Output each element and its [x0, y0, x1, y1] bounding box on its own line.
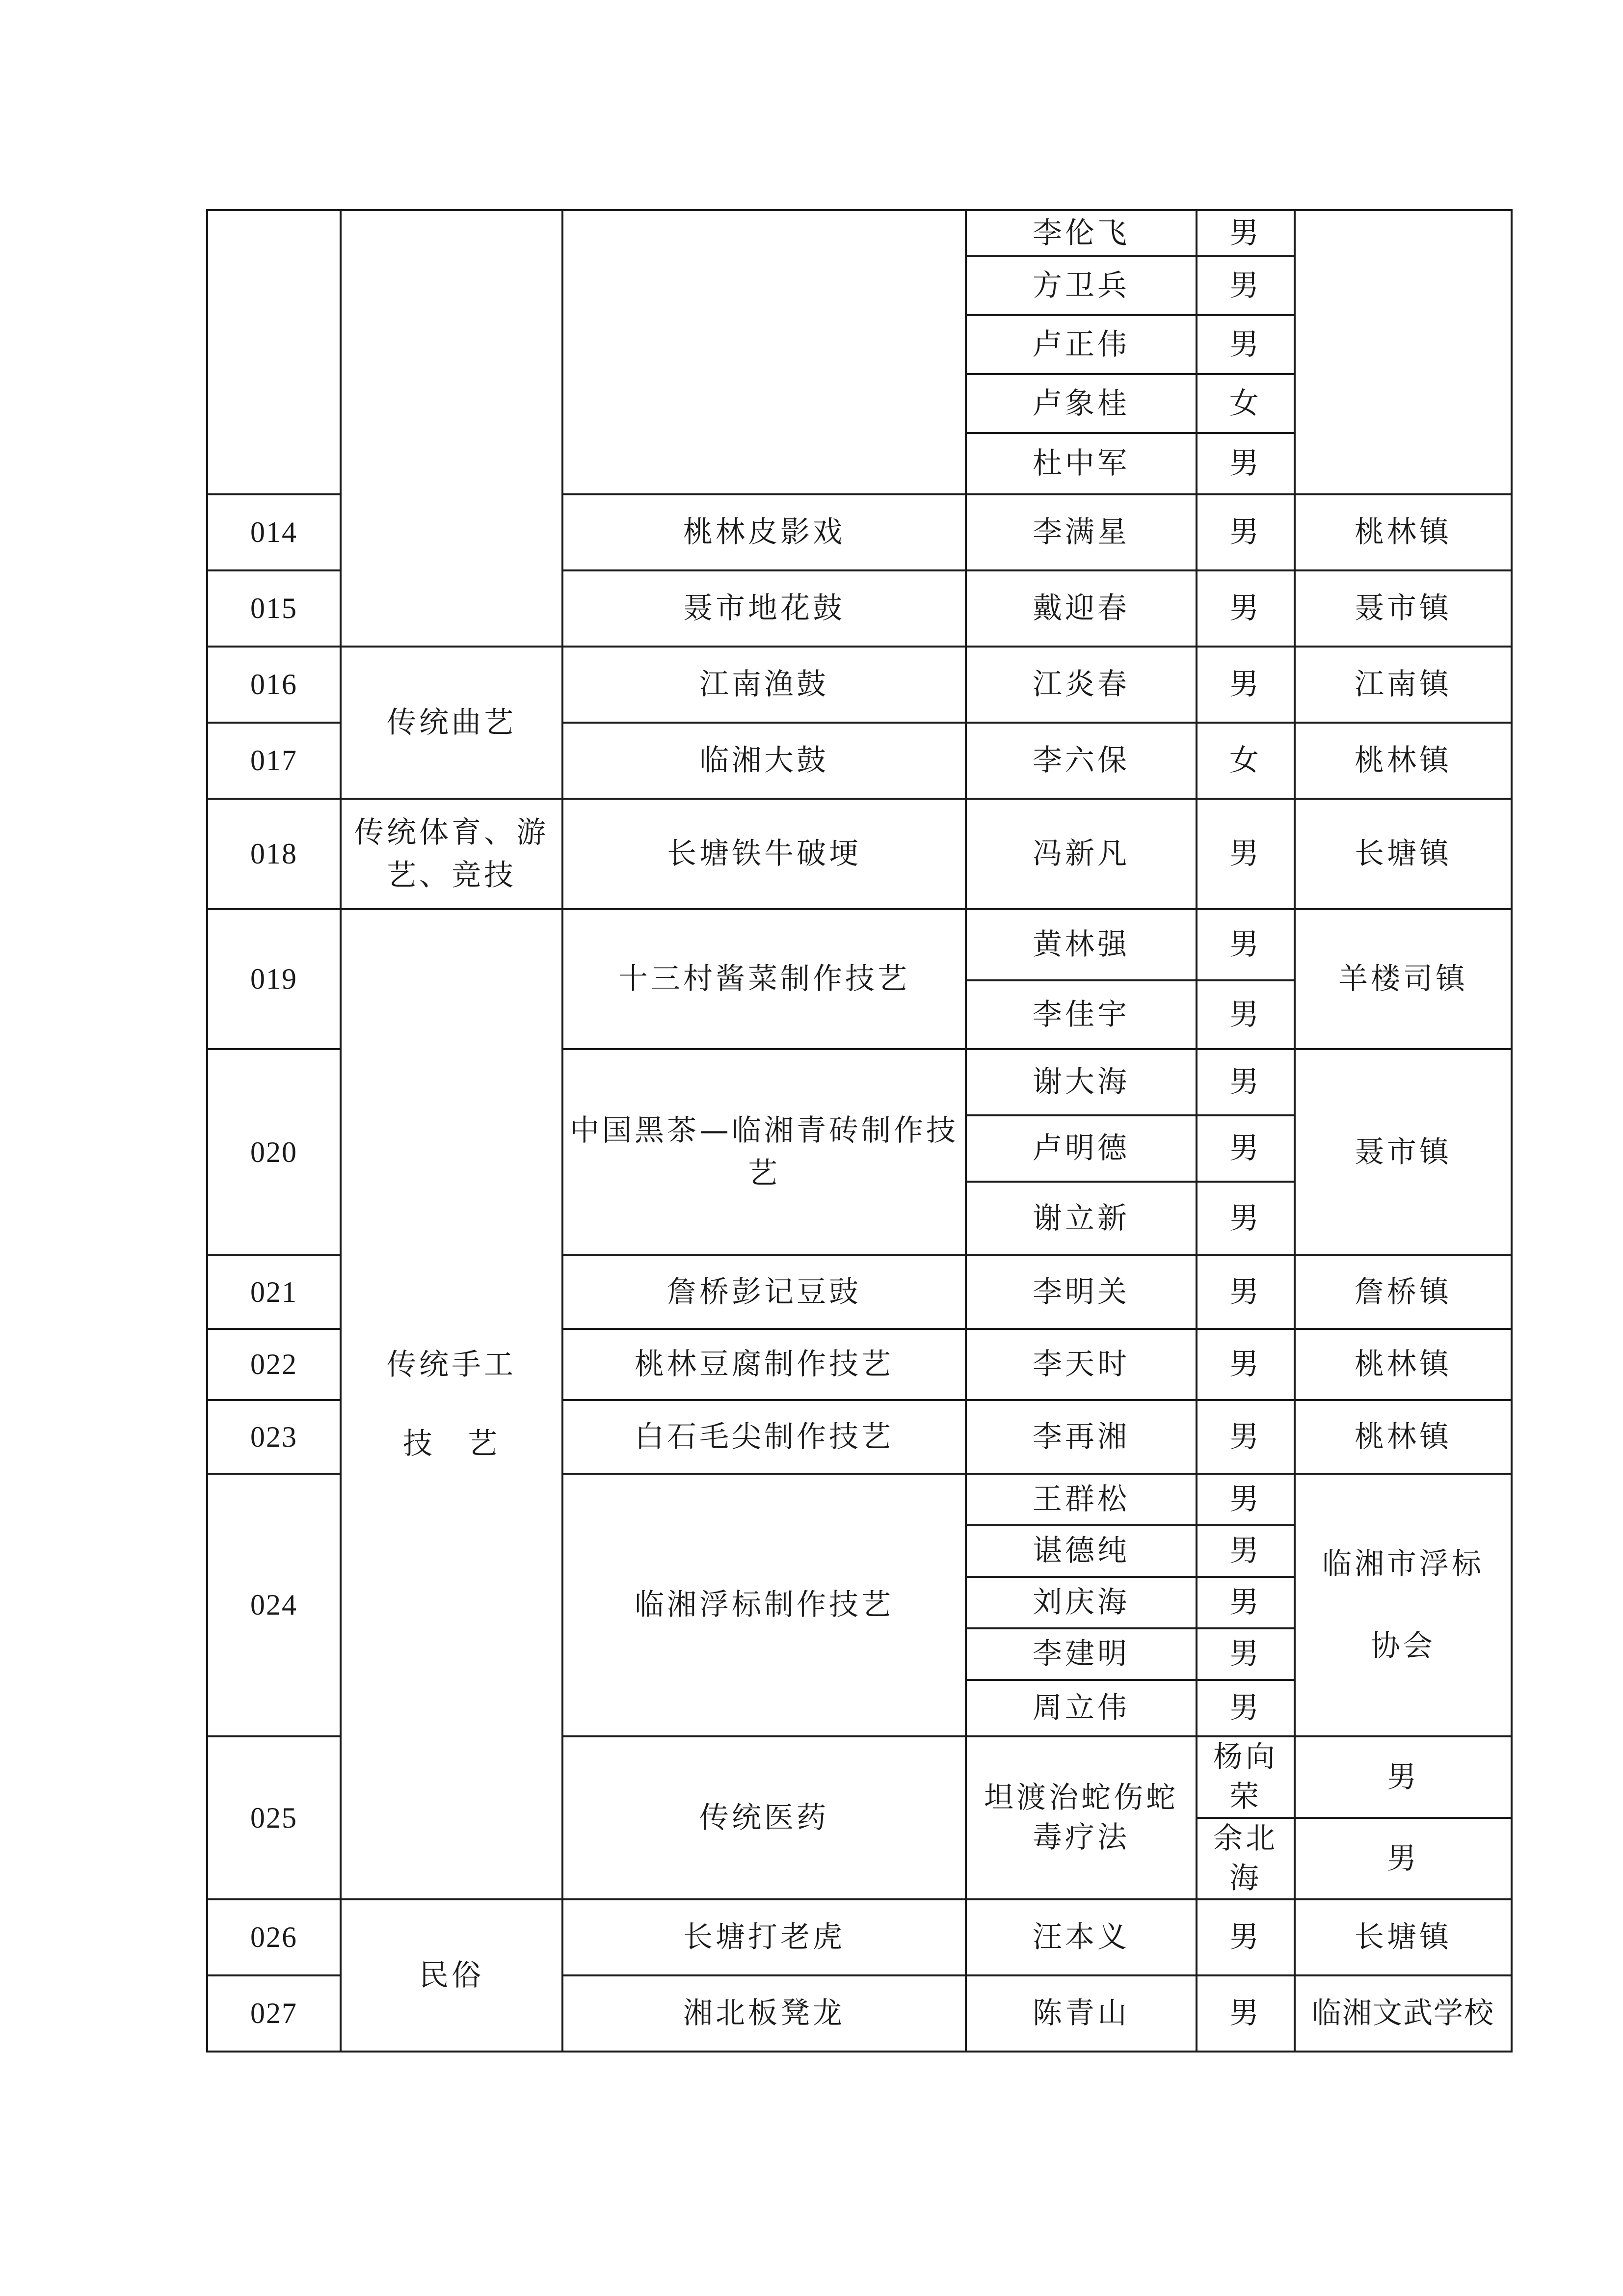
item-number-cell: 019 — [207, 909, 341, 1049]
gender-cell: 男 — [1197, 1899, 1295, 1975]
inheritor-name-cell: 卢正伟 — [966, 315, 1197, 374]
unit-cell — [1295, 1474, 1512, 1736]
unit-cell: 羊楼司镇 — [1295, 909, 1512, 1049]
item-number-cell: 015 — [207, 570, 341, 647]
cell-line: 协会 — [1371, 1628, 1436, 1663]
gender-cell: 男 — [1197, 1577, 1295, 1628]
inheritor-name-cell: 李六保 — [966, 723, 1197, 799]
item-number-cell — [207, 210, 341, 494]
inheritor-name-cell: 李建明 — [966, 1628, 1197, 1680]
gender-cell: 男 — [1197, 315, 1295, 374]
inheritor-name-cell: 冯新凡 — [966, 799, 1197, 909]
table-row — [207, 909, 1512, 980]
project-name-cell — [562, 210, 966, 494]
project-name-cell: 桃林豆腐制作技艺 — [562, 1329, 966, 1400]
project-name-cell: 长塘打老虎 — [562, 1899, 966, 1975]
gender-cell: 男 — [1295, 1736, 1512, 1818]
gender-cell: 男 — [1197, 1680, 1295, 1736]
project-name-cell: 坦渡治蛇伤蛇毒疗法 — [966, 1736, 1197, 1899]
unit-cell — [1295, 210, 1512, 494]
inheritor-name-cell: 谢立新 — [966, 1182, 1197, 1255]
item-number-cell: 024 — [207, 1474, 341, 1736]
inheritor-name-cell: 杨向荣 — [1197, 1736, 1295, 1818]
inheritor-name-cell: 周立伟 — [966, 1680, 1197, 1736]
gender-cell: 女 — [1197, 723, 1295, 799]
inheritor-name-cell: 卢明德 — [966, 1115, 1197, 1182]
gender-cell: 男 — [1197, 1049, 1295, 1115]
inheritor-name-cell: 戴迎春 — [966, 570, 1197, 647]
gender-cell: 男 — [1197, 1525, 1295, 1577]
gender-cell: 男 — [1197, 256, 1295, 315]
cell-line: 临湘市浮标 — [1322, 1546, 1484, 1581]
inheritor-name-cell: 李伦飞 — [966, 210, 1197, 256]
inheritor-name-cell: 谌德纯 — [966, 1525, 1197, 1577]
unit-cell: 聂市镇 — [1295, 570, 1512, 647]
gender-cell: 男 — [1197, 494, 1295, 570]
inheritor-name-cell: 谢大海 — [966, 1049, 1197, 1115]
project-name-cell: 长塘铁牛破埂 — [562, 799, 966, 909]
gender-cell: 男 — [1197, 1975, 1295, 2052]
inheritor-name-cell: 王群松 — [966, 1474, 1197, 1525]
heritage-inheritor-table — [206, 209, 1513, 2053]
inheritor-name-cell: 江炎春 — [966, 647, 1197, 723]
inheritor-name-cell: 卢象桂 — [966, 374, 1197, 433]
gender-cell: 男 — [1197, 647, 1295, 723]
cell-line: 传统手工 — [387, 1347, 516, 1382]
gender-cell: 男 — [1197, 909, 1295, 980]
gender-cell: 男 — [1197, 1115, 1295, 1182]
item-number-cell: 016 — [207, 647, 341, 723]
category-cell — [341, 210, 562, 647]
project-name-cell: 十三村酱菜制作技艺 — [562, 909, 966, 1049]
project-name-cell: 桃林皮影戏 — [562, 494, 966, 570]
item-number-cell: 014 — [207, 494, 341, 570]
item-number-cell: 025 — [207, 1736, 341, 1899]
gender-cell: 男 — [1197, 570, 1295, 647]
table-row — [207, 799, 1512, 909]
unit-cell: 桃林镇 — [1295, 723, 1512, 799]
gender-cell: 女 — [1197, 374, 1295, 433]
gender-cell: 男 — [1197, 210, 1295, 256]
project-name-cell: 湘北板凳龙 — [562, 1975, 966, 2052]
item-number-cell: 022 — [207, 1329, 341, 1400]
project-name-cell: 江南渔鼓 — [562, 647, 966, 723]
category-cell — [341, 799, 562, 909]
cell-line: 技 艺 — [403, 1426, 500, 1461]
category-cell: 传统曲艺 — [341, 647, 562, 799]
table-row — [207, 1899, 1512, 1975]
cell-line: 中国黑茶—临湘青砖制作技 — [570, 1113, 958, 1148]
gender-cell: 男 — [1197, 1400, 1295, 1474]
unit-cell: 桃林镇 — [1295, 494, 1512, 570]
item-number-cell: 021 — [207, 1255, 341, 1329]
category-line: 艺、竞技 — [387, 858, 516, 892]
gender-cell: 男 — [1197, 1628, 1295, 1680]
inheritor-name-cell: 李天时 — [966, 1329, 1197, 1400]
unit-cell: 江南镇 — [1295, 647, 1512, 723]
item-number-cell: 026 — [207, 1899, 341, 1975]
cell-line: 艺 — [748, 1156, 780, 1190]
gender-cell: 男 — [1197, 1329, 1295, 1400]
project-name-cell: 聂市地花鼓 — [562, 570, 966, 647]
category-cell — [341, 909, 562, 1899]
item-number-cell: 027 — [207, 1975, 341, 2052]
gender-cell: 男 — [1197, 799, 1295, 909]
inheritor-name-cell: 方卫兵 — [966, 256, 1197, 315]
unit-cell: 长塘镇 — [1295, 1899, 1512, 1975]
gender-cell: 男 — [1295, 1818, 1512, 1899]
gender-cell: 男 — [1197, 433, 1295, 494]
item-number-cell: 020 — [207, 1049, 341, 1255]
gender-cell: 男 — [1197, 1182, 1295, 1255]
category-cell: 传统医药 — [562, 1736, 966, 1899]
inheritor-name-cell: 陈青山 — [966, 1975, 1197, 2052]
unit-cell: 聂市镇 — [1295, 1049, 1512, 1255]
category-cell: 民俗 — [341, 1899, 562, 2052]
unit-cell: 桃林镇 — [1295, 1400, 1512, 1474]
project-name-cell: 临湘大鼓 — [562, 723, 966, 799]
gender-cell: 男 — [1197, 980, 1295, 1049]
inheritor-name-cell: 李佳宇 — [966, 980, 1197, 1049]
item-number-cell: 017 — [207, 723, 341, 799]
unit-cell: 长塘镇 — [1295, 799, 1512, 909]
inheritor-name-cell: 余北海 — [1197, 1818, 1295, 1899]
table-row — [207, 210, 1512, 256]
unit-cell: 桃林镇 — [1295, 1329, 1512, 1400]
project-name-cell: 詹桥彭记豆豉 — [562, 1255, 966, 1329]
inheritor-name-cell: 黄林强 — [966, 909, 1197, 980]
inheritor-name-cell: 杜中军 — [966, 433, 1197, 494]
table-row — [207, 647, 1512, 723]
category-line: 传统体育、游 — [354, 815, 549, 850]
gender-cell: 男 — [1197, 1255, 1295, 1329]
inheritor-name-cell: 刘庆海 — [966, 1577, 1197, 1628]
project-name-cell: 白石毛尖制作技艺 — [562, 1400, 966, 1474]
item-number-cell: 018 — [207, 799, 341, 909]
unit-cell: 临湘文武学校 — [1295, 1975, 1512, 2052]
gender-cell: 男 — [1197, 1474, 1295, 1525]
item-number-cell: 023 — [207, 1400, 341, 1474]
inheritor-name-cell: 李再湘 — [966, 1400, 1197, 1474]
inheritor-name-cell: 李满星 — [966, 494, 1197, 570]
project-name-cell — [562, 1049, 966, 1255]
project-name-cell: 临湘浮标制作技艺 — [562, 1474, 966, 1736]
inheritor-name-cell: 李明关 — [966, 1255, 1197, 1329]
unit-cell: 詹桥镇 — [1295, 1255, 1512, 1329]
inheritor-name-cell: 汪本义 — [966, 1899, 1197, 1975]
